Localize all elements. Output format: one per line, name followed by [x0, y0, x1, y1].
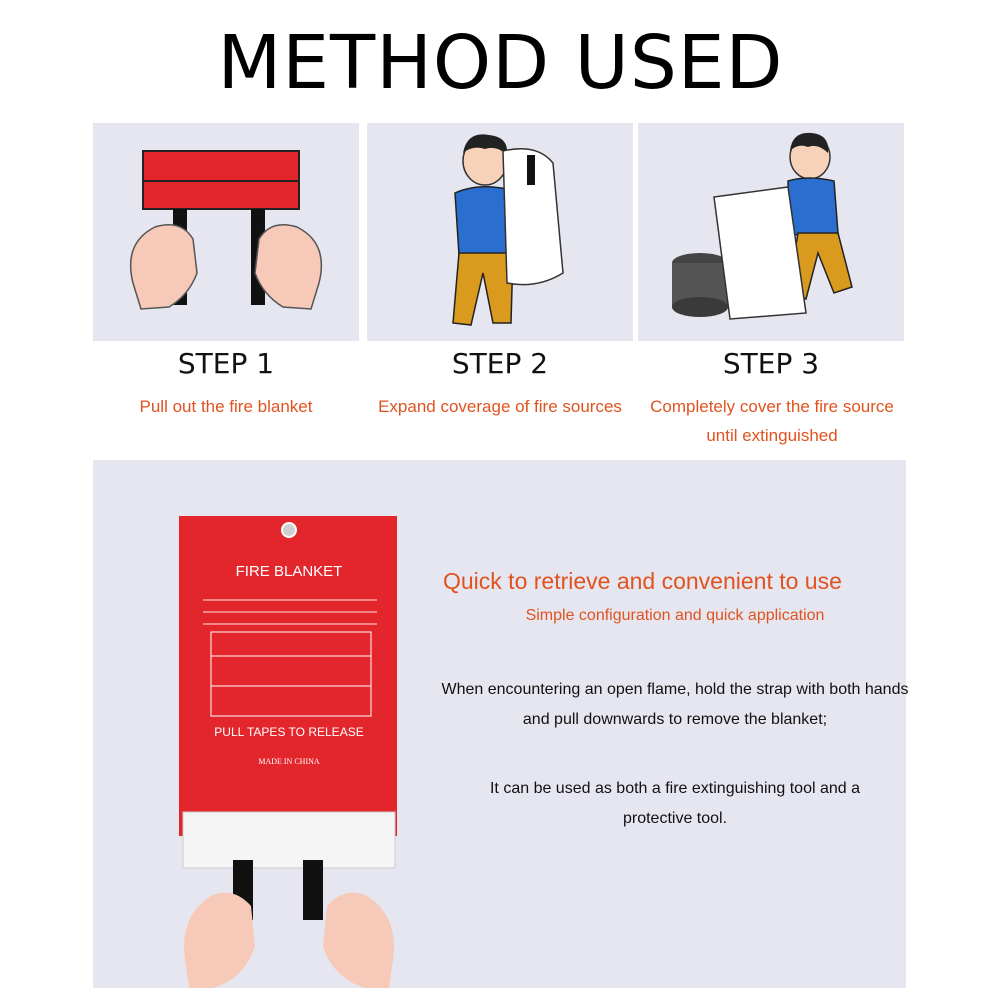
features-headline: Quick to retrieve and convenient to use [443, 568, 842, 594]
packet-title: FIRE BLANKET [235, 563, 343, 580]
step-1-description: Pull out the fire blanket [139, 397, 313, 416]
features-paragraph-1: When encountering an open flame, hold the strap with both hands and pull downwards to remove the blanket; [441, 681, 909, 728]
page-title: METHOD USED [217, 20, 784, 106]
step-2-illustration [367, 123, 633, 341]
step-2-label: STEP 2 [451, 347, 549, 380]
packet-release-text: PULL TAPES TO RELEASE [214, 725, 364, 739]
step-3-illustration [638, 123, 904, 341]
step-3-description: Completely cover the fire source until extinguished [650, 397, 894, 445]
features-subheadline: Simple configuration and quick application [525, 607, 825, 624]
packet-origin-text: MADE IN CHINA [258, 757, 320, 766]
step-1-label: STEP 1 [177, 347, 275, 380]
features-paragraph-2: It can be used as both a fire extinguishing tool and a protective tool. [489, 780, 861, 827]
step-3-label: STEP 3 [722, 347, 820, 380]
step-2-description: Expand coverage of fire sources [378, 397, 622, 416]
step-1-illustration [93, 123, 359, 341]
